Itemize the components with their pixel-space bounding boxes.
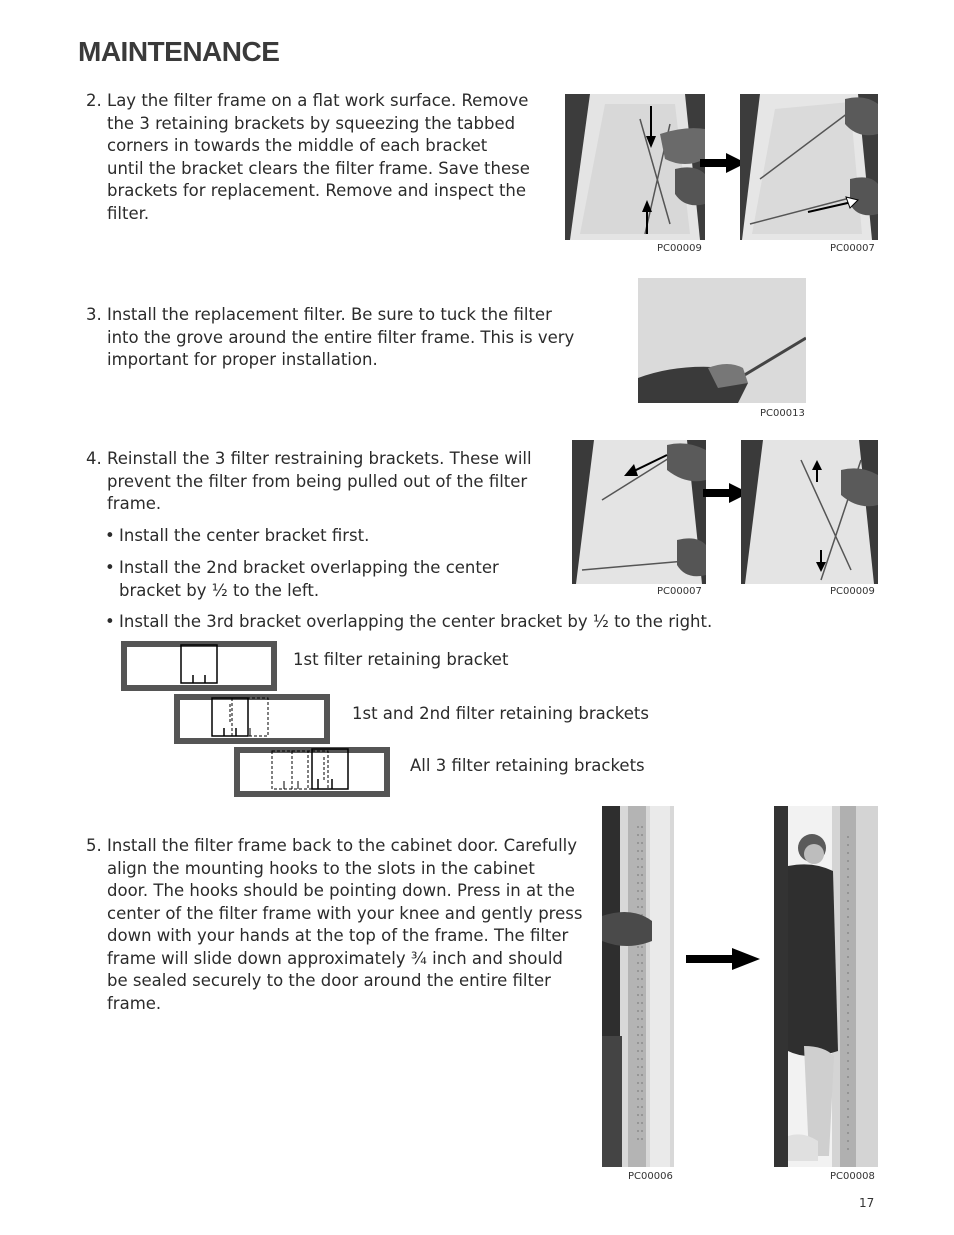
step-line: Lay the filter frame on a flat work surface. Remove: [107, 91, 529, 110]
step-number: 5.: [86, 836, 102, 855]
person-installing-photo: [774, 806, 878, 1167]
step-2: [86, 90, 556, 225]
step-number: 2.: [86, 91, 102, 110]
photo-caption: PC00006: [628, 1171, 673, 1182]
step-line: until the bracket clears the filter frame. Save these: [107, 158, 530, 178]
step-5: [86, 835, 606, 1015]
photo-caption: PC00009: [657, 243, 702, 254]
replacement-filter-photo: [638, 278, 806, 403]
photo-caption: PC00007: [830, 243, 875, 254]
bracket-diagram-1: [121, 641, 277, 691]
step-line: door. The hooks should be pointing down. Press in at the: [107, 881, 575, 900]
step-line: corners in towards the middle of each bracket: [107, 136, 488, 155]
step-line: important for proper installation.: [107, 350, 378, 369]
step-line: Reinstall the 3 filter restraining brackets. These will: [107, 449, 532, 468]
photo-caption: PC00007: [657, 586, 702, 597]
step-number: 4.: [86, 449, 102, 468]
bracket-diagram-2: [174, 694, 330, 744]
bullet-line: bracket by ½ to the left.: [119, 580, 320, 600]
right-arrow-icon: [686, 948, 760, 970]
step-line: align the mounting hooks to the slots in the cabinet: [107, 858, 535, 878]
step-line: into the grove around the entire filter frame. This is very: [107, 327, 575, 347]
bullet-line: Install the 3rd bracket overlapping the center bracket by ½ to the right.: [119, 612, 713, 631]
step-line: center of the filter frame with your knee and gently press: [107, 903, 583, 923]
photo-caption: PC00008: [830, 1171, 875, 1182]
step-line: frame.: [107, 494, 162, 513]
cabinet-door-photo: [602, 806, 674, 1167]
bullet-item: [105, 611, 712, 634]
bullet-glyph: •: [105, 612, 115, 631]
step-line: the 3 retaining brackets by squeezing the tabbed: [107, 113, 516, 133]
step-line: down with your hands at the top of the frame. The filter: [107, 926, 569, 945]
step-line: prevent the filter from being pulled out of the filter: [107, 471, 528, 491]
photo-caption: PC00013: [760, 408, 805, 419]
step-line: brackets for replacement. Remove and inspect the: [107, 181, 527, 200]
page-title: MAINTENANCE: [78, 36, 280, 67]
step-line: be sealed securely to the door around the entire filter: [107, 971, 551, 990]
step-line: filter.: [107, 203, 150, 223]
bracket-label: 1st and 2nd filter retaining brackets: [352, 704, 649, 723]
step-line: frame will slide down approximately ¾ inch and should: [107, 948, 563, 968]
step-3: [86, 304, 606, 372]
filter-frame-photo: [565, 94, 705, 240]
filter-frame-photo: [740, 94, 878, 240]
page-number: 17: [859, 1196, 875, 1210]
step-4: [86, 448, 556, 516]
bullet-glyph: •: [105, 526, 115, 545]
step-line: frame.: [107, 993, 162, 1013]
bracket-diagram-3: [234, 747, 390, 797]
step-number: 3.: [86, 305, 102, 324]
bracket-label: All 3 filter retaining brackets: [410, 756, 645, 775]
step-line: Install the filter frame back to the cabinet door. Carefully: [107, 836, 578, 855]
photo-caption: PC00009: [830, 586, 875, 597]
bullet-line: Install the center bracket first.: [119, 526, 370, 545]
filter-frame-photo: [741, 440, 878, 584]
bullet-glyph: •: [105, 558, 115, 577]
bracket-label: 1st filter retaining bracket: [293, 650, 509, 669]
filter-frame-photo: [572, 440, 706, 584]
step-line: Install the replacement filter. Be sure to tuck the filter: [107, 305, 552, 324]
bullet-item: [105, 557, 499, 602]
bullet-line: Install the 2nd bracket overlapping the center: [119, 558, 499, 577]
bullet-item: [105, 525, 369, 548]
